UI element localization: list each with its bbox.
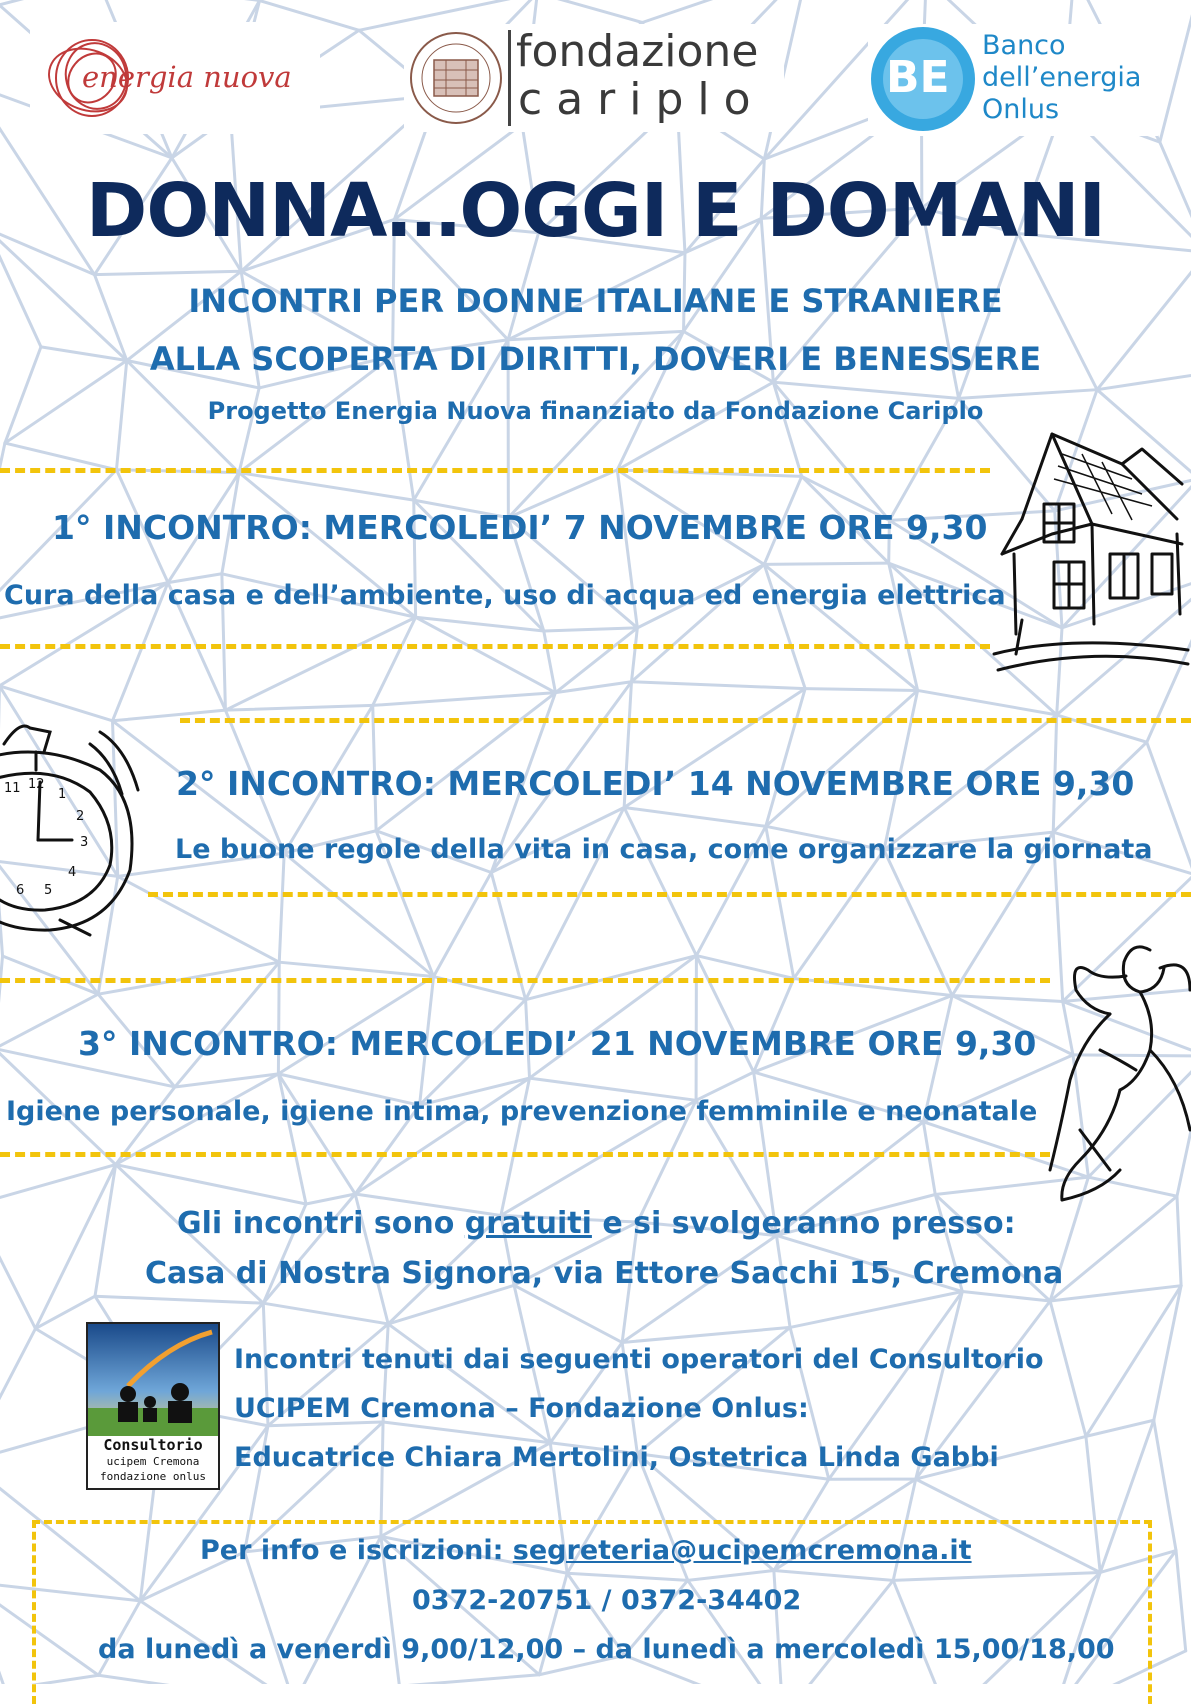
background-line xyxy=(95,1296,263,1303)
contact-hours: da lunedì a venerdì 9,00/12,00 – da lunedì a mercoledì 15,00/18,00 xyxy=(98,1634,1115,1665)
background-line xyxy=(373,693,556,706)
venue-line-1-a: Gli incontri sono xyxy=(177,1206,465,1241)
meeting-2-heading xyxy=(176,764,1134,803)
background-line xyxy=(225,617,415,710)
contact-line-1 xyxy=(200,1535,972,1566)
svg-text:11: 11 xyxy=(4,781,21,796)
background-line xyxy=(884,850,952,995)
venue-line-2: Casa di Nostra Signora, via Ettore Sacchi 15, Cremona xyxy=(145,1256,1063,1291)
background-line xyxy=(1176,1551,1186,1651)
svg-text:1: 1 xyxy=(58,787,66,802)
meeting-3-heading-text: ° INCONTRO: MERCOLEDI’ 21 NOVEMBRE ORE 9,30 xyxy=(101,1024,1036,1063)
subtitle-1: INCONTRI PER DONNE ITALIANE E STRANIERE xyxy=(0,282,1191,320)
background-line xyxy=(764,563,889,564)
meeting-1-description: Cura della casa e dell’ambiente, uso di acqua ed energia elettrica xyxy=(4,580,1006,611)
background-line xyxy=(696,956,793,979)
background-line xyxy=(376,693,555,831)
background-line xyxy=(263,1303,388,1324)
background-line xyxy=(1050,1286,1181,1301)
background-line xyxy=(284,853,433,976)
background-line xyxy=(373,617,416,705)
fondazione-cariplo-logo xyxy=(404,24,784,132)
background-line xyxy=(514,1285,622,1342)
banco-line3: Onlus xyxy=(982,94,1059,125)
background-line xyxy=(617,382,773,470)
background-line xyxy=(98,0,260,1)
mother-child-icon xyxy=(1040,930,1191,1230)
divider-1-top xyxy=(0,468,990,473)
background-line xyxy=(0,0,98,5)
background-line xyxy=(624,807,766,826)
venue-line-1 xyxy=(177,1206,1016,1241)
background-line xyxy=(624,807,696,955)
banco-line1: Banco xyxy=(982,30,1066,61)
background-line xyxy=(622,1327,790,1342)
background-line xyxy=(790,1292,962,1328)
banco-line2: dell’energia xyxy=(982,62,1141,93)
background-line xyxy=(175,1074,278,1087)
divider-2-top xyxy=(180,718,1191,723)
background-line xyxy=(544,631,556,693)
consultorio-logo-line1: Consultorio xyxy=(88,1436,218,1454)
background-line xyxy=(642,0,808,23)
svg-text:12: 12 xyxy=(28,777,45,792)
background-line xyxy=(1050,1301,1086,1436)
energia-nuova-logo-text: energia nuova xyxy=(82,60,292,94)
background-line xyxy=(631,628,637,682)
background-line xyxy=(631,682,805,689)
venue-line-1-c: e si svolgeranno presso: xyxy=(592,1206,1016,1241)
project-line: Progetto Energia Nuova finanziato da Fondazione Cariplo xyxy=(0,397,1191,425)
svg-text:6: 6 xyxy=(16,883,24,898)
background-line xyxy=(116,1165,306,1204)
background-line xyxy=(1154,1420,1176,1550)
banco-logo-mark: BE xyxy=(886,52,950,103)
background-line xyxy=(1160,0,1191,142)
background-line xyxy=(434,872,492,976)
background-line xyxy=(508,331,683,339)
background-line xyxy=(794,850,884,978)
venue-free-word: gratuiti xyxy=(465,1206,592,1241)
meeting-3-heading xyxy=(78,1024,1036,1063)
divider-1-bottom xyxy=(0,644,990,649)
meeting-1-number: 1 xyxy=(52,508,75,547)
meeting-2-number: 2 xyxy=(176,764,199,803)
alarm-clock-icon xyxy=(0,700,150,940)
subtitle-2: ALLA SCOPERTA DI DIRITTI, DOVERI E BENESSERE xyxy=(0,340,1191,378)
background-line xyxy=(0,1205,35,1329)
contact-phones: 0372-20751 / 0372-34402 xyxy=(412,1585,801,1616)
background-line xyxy=(0,1582,5,1684)
background-line xyxy=(537,0,642,23)
operators-line-2: UCIPEM Cremona – Fondazione Onlus: xyxy=(234,1393,809,1424)
operators-line-1: Incontri tenuti dai seguenti operatori del Consultorio xyxy=(234,1344,1044,1375)
page-title: DONNA…OGGI E DOMANI xyxy=(0,168,1191,254)
background-line xyxy=(0,956,3,1049)
background-line xyxy=(0,1329,35,1462)
fondazione-text: fondazione xyxy=(516,26,758,77)
background-line xyxy=(279,962,433,976)
background-line xyxy=(1147,742,1191,874)
meeting-1-heading xyxy=(52,508,987,547)
energia-nuova-logo xyxy=(30,22,320,134)
operators-line-3: Educatrice Chiara Mertolini, Ostetrica Linda Gabbi xyxy=(234,1442,999,1473)
background-line xyxy=(544,628,638,631)
banco-energia-logo xyxy=(868,24,1158,136)
consultorio-logo xyxy=(86,1322,220,1490)
cariplo-text: cariplo xyxy=(518,74,765,125)
background-line xyxy=(95,271,242,274)
background-line xyxy=(279,853,284,962)
meeting-2-heading-text: ° INCONTRO: MERCOLEDI’ 14 NOVEMBRE ORE 9,30 xyxy=(199,764,1134,803)
background-line xyxy=(805,689,917,691)
consultorio-logo-line3: fondazione onlus xyxy=(88,1470,218,1483)
background-line xyxy=(962,1292,1050,1301)
svg-text:4: 4 xyxy=(68,865,76,880)
background-line xyxy=(766,690,918,826)
background-line xyxy=(923,1122,935,1195)
meeting-2-description: Le buone regole della vita in casa, come organizzare la giornata xyxy=(175,834,1152,865)
background-line xyxy=(225,705,372,710)
meeting-3-number: 3 xyxy=(78,1024,101,1063)
consultorio-logo-line2: ucipem Cremona xyxy=(88,1455,218,1468)
divider-3-top xyxy=(0,978,1050,983)
background-line xyxy=(773,382,958,398)
contact-email-link[interactable]: segreteria@ucipemcremona.it xyxy=(513,1535,972,1566)
background-line xyxy=(5,443,117,470)
house-icon xyxy=(992,424,1191,680)
meeting-3-description: Igiene personale, igiene intima, prevenzione femminile e neonatale xyxy=(6,1096,1037,1127)
contact-label: Per info e iscrizioni: xyxy=(200,1535,513,1566)
divider-2-bottom xyxy=(148,892,1191,897)
svg-text:2: 2 xyxy=(76,809,84,824)
svg-text:5: 5 xyxy=(44,883,52,898)
meeting-1-heading-text: ° INCONTRO: MERCOLEDI’ 7 NOVEMBRE ORE 9,30 xyxy=(75,508,987,547)
divider-3-bottom xyxy=(0,1152,1050,1157)
svg-text:3: 3 xyxy=(80,835,88,850)
